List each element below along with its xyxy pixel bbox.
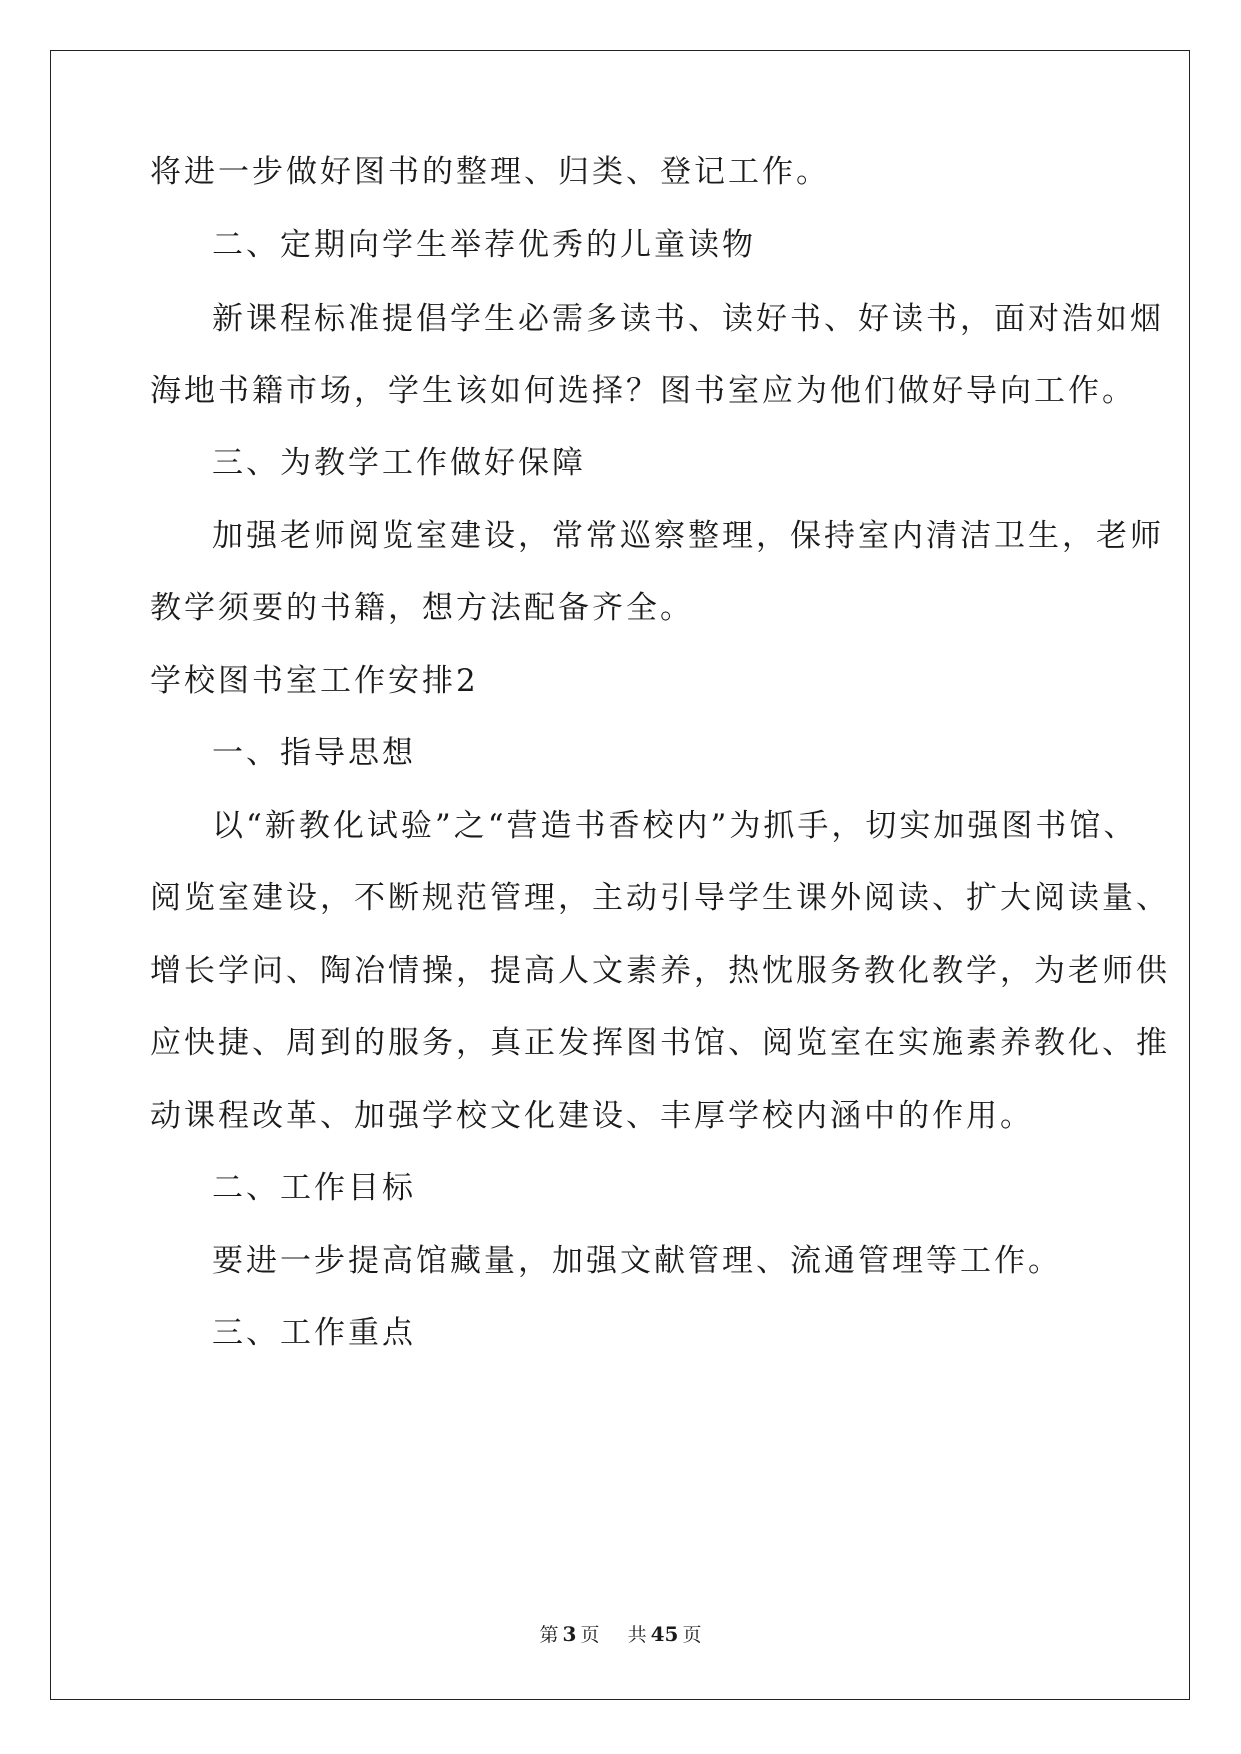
paragraph-line: 要进一步提高馆藏量，加强文献管理、流通管理等工作。 [212,1243,1062,1279]
section-heading-work-goals: 二、工作目标 [212,1170,416,1206]
paragraph-line: 阅览室建设，不断规范管理，主动引导学生课外阅读、扩大阅读量、 [150,880,1170,916]
paragraph-continuation: 将进一步做好图书的整理、归类、登记工作。 [150,154,830,190]
total-suffix: 页 [682,1624,702,1646]
document-title-plan-2: 学校图书室工作安排2 [150,663,479,699]
paragraph-line: 加强老师阅览室建设，常常巡察整理，保持室内清洁卫生，老师 [212,518,1164,554]
page-suffix: 页 [580,1624,600,1646]
paragraph-line: 动课程改革、加强学校文化建设、丰厚学校内涵中的作用。 [150,1098,1034,1134]
paragraph-line: 以“新教化试验”之“营造书香校内”为抓手，切实加强图书馆、 [212,808,1138,844]
page-border [50,50,1190,1700]
paragraph-line: 教学须要的书籍，想方法配备齐全。 [150,590,694,626]
page-footer [0,1622,1241,1647]
paragraph-line: 应快捷、周到的服务，真正发挥图书馆、阅览室在实施素养教化、推 [150,1025,1170,1061]
section-heading-recommend-books: 二、定期向学生举荐优秀的儿童读物 [212,227,756,263]
section-heading-guiding-thought: 一、指导思想 [212,735,416,771]
section-heading-work-focus: 三、工作重点 [212,1315,416,1351]
paragraph-line: 增长学问、陶冶情操，提高人文素养，热忱服务教化教学，为老师供 [150,953,1170,989]
page-number: 3 [562,1622,577,1646]
total-prefix: 共 [627,1624,647,1646]
total-pages: 45 [650,1622,679,1646]
paragraph-line: 新课程标准提倡学生必需多读书、读好书、好读书，面对浩如烟 [212,301,1164,337]
paragraph-line: 海地书籍市场，学生该如何选择？图书室应为他们做好导向工作。 [150,373,1136,409]
page-prefix: 第 [539,1624,559,1646]
section-heading-teaching-support: 三、为教学工作做好保障 [212,445,586,481]
